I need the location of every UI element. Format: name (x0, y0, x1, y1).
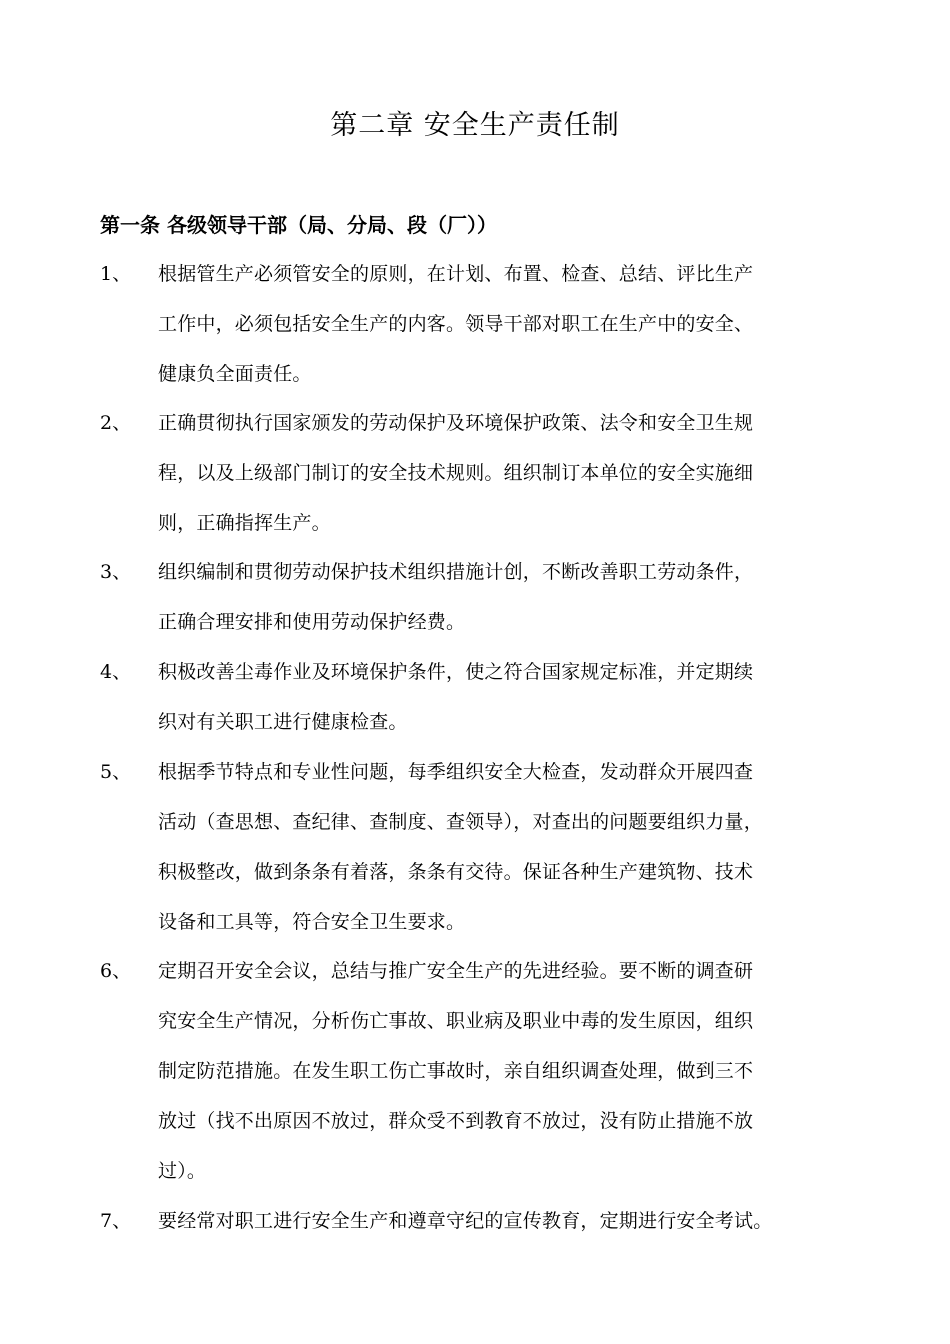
item-line: 织对有关职工进行健康检查。 (158, 711, 408, 733)
item-text (158, 1196, 870, 1246)
item-line: 根据管生产必须管安全的原则，在计划、布置、检查、总结、评比生产 (158, 263, 754, 285)
item-line: 健康负全面责任。 (158, 363, 312, 385)
item-text (158, 398, 870, 548)
item-line: 则，正确指挥生产。 (158, 512, 331, 534)
item-line: 究安全生产情况，分析伤亡事故、职业病及职业中毒的发生原因，组织 (158, 1010, 754, 1032)
item-number: 1、 (100, 263, 132, 285)
item-line: 定期召开安全会议，总结与推广安全生产的先进经验。要不断的调查研 (158, 960, 754, 982)
item-number: 7、 (100, 1210, 132, 1232)
item-text (158, 946, 870, 1196)
item-line: 工作中，必须包括安全生产的内客。领导干部对职工在生产中的安全、 (158, 313, 754, 335)
item-number: 2、 (100, 412, 132, 434)
item-line: 积极整改，做到条条有着落，条条有交待。保证各种生产建筑物、技术 (158, 861, 754, 883)
item-line: 制定防范措施。在发生职工伤亡事故时，亲自组织调查处理，做到三不 (158, 1060, 754, 1082)
item-text (158, 747, 870, 947)
item-line: 组织编制和贯彻劳动保护技术组织措施计创，不断改善职工劳动条件， (158, 561, 754, 583)
item-number: 3、 (100, 561, 132, 583)
item-line: 正确合理安排和使用劳动保护经费。 (158, 611, 466, 633)
section-heading: 第一条 各级领导干部（局、分局、段（厂）） (100, 213, 497, 237)
item-number: 4、 (100, 661, 132, 683)
item-line: 积极改善尘毒作业及环境保护条件，使之符合国家规定标准，并定期续 (158, 661, 754, 683)
item-line: 活动（查思想、查纪律、查制度、查领导），对查出的问题要组织力量， (158, 811, 763, 833)
item-text (158, 547, 870, 647)
chapter-title: 第二章 安全生产责任制 (330, 110, 620, 141)
item-line: 程，以及上级部门制订的安全技术规则。组织制订本单位的安全实施细 (158, 462, 754, 484)
item-line: 正确贯彻执行国家颁发的劳动保护及环境保护政策、法令和安全卫生规 (158, 412, 754, 434)
item-line: 过）。 (158, 1160, 207, 1182)
item-line: 要经常对职工进行安全生产和遵章守纪的宣传教育，定期进行安全考试。 (158, 1210, 773, 1232)
item-line: 设备和工具等，符合安全卫生要求。 (158, 911, 466, 933)
item-text (158, 249, 870, 399)
item-line: 根据季节特点和专业性问题，每季组织安全大检查，发动群众开展四查 (158, 761, 754, 783)
item-number: 5、 (100, 761, 132, 783)
item-text (158, 647, 870, 747)
item-line: 放过（找不出原因不放过，群众受不到教育不放过，没有防止措施不放 (158, 1110, 754, 1132)
item-number: 6、 (100, 960, 132, 982)
